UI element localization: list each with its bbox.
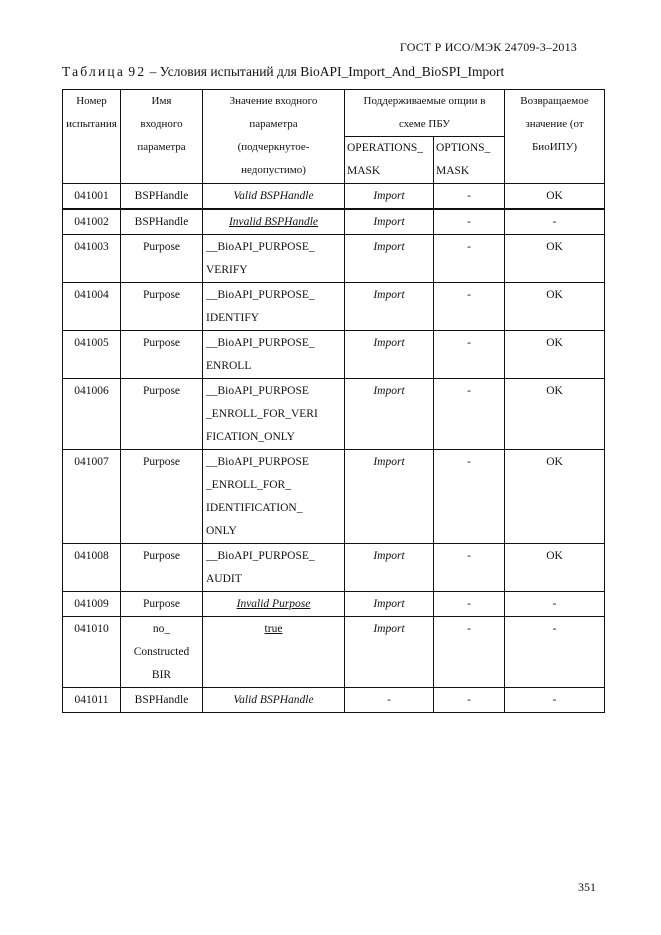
cell-return-value: - xyxy=(505,592,605,617)
header-return-value: Возвращаемое значение (от БиоИПУ) xyxy=(505,90,605,184)
cell-operations-mask: Import xyxy=(345,617,434,688)
cell-operations-mask: Import xyxy=(345,379,434,450)
cell-operations-mask: Import xyxy=(345,184,434,210)
cell-test-number: 041010 xyxy=(63,617,121,688)
cell-return-value: OK xyxy=(505,283,605,331)
table-row xyxy=(63,450,605,544)
table-row xyxy=(63,184,605,210)
cell-options-mask: - xyxy=(434,688,505,713)
table-row xyxy=(63,688,605,713)
cell-operations-mask: Import xyxy=(345,235,434,283)
standard-code: ГОСТ Р ИСО/МЭК 24709-3–2013 xyxy=(399,40,577,54)
cell-param-value: Invalid Purpose xyxy=(203,592,345,617)
table-row xyxy=(63,209,605,235)
table-row xyxy=(63,379,605,450)
header-test-number: Номер испытания xyxy=(63,90,121,184)
cell-operations-mask: Import xyxy=(345,283,434,331)
cell-test-number: 041005 xyxy=(63,331,121,379)
header-param-name: Имя входного параметра xyxy=(121,90,203,184)
header-options-mask: OPTIONS_ MASK xyxy=(434,137,505,184)
cell-options-mask: - xyxy=(434,379,505,450)
cell-operations-mask: Import xyxy=(345,592,434,617)
table-caption xyxy=(62,64,504,80)
cell-param-name: Purpose xyxy=(121,331,203,379)
cell-operations-mask: Import xyxy=(345,331,434,379)
cell-test-number: 041004 xyxy=(63,283,121,331)
cell-param-name: Purpose xyxy=(121,592,203,617)
header-param-value: Значение входного параметра (подчеркнутое- недопустимо) xyxy=(203,90,345,184)
cell-return-value: OK xyxy=(505,544,605,592)
page-number: 351 xyxy=(578,880,596,894)
cell-options-mask: - xyxy=(434,544,505,592)
cell-param-value: __BioAPI_PURPOSE_ VERIFY xyxy=(203,235,345,283)
cell-return-value: OK xyxy=(505,235,605,283)
table-body xyxy=(63,184,605,713)
cell-param-name: no_ Constructed BIR xyxy=(121,617,203,688)
cell-options-mask: - xyxy=(434,617,505,688)
cell-param-name: Purpose xyxy=(121,544,203,592)
cell-options-mask: - xyxy=(434,331,505,379)
cell-options-mask: - xyxy=(434,592,505,617)
cell-return-value: - xyxy=(505,688,605,713)
cell-param-value: __BioAPI_PURPOSE_ ENROLL xyxy=(203,331,345,379)
table-row xyxy=(63,592,605,617)
cell-options-mask: - xyxy=(434,184,505,210)
cell-options-mask: - xyxy=(434,283,505,331)
table-row xyxy=(63,331,605,379)
cell-return-value: OK xyxy=(505,331,605,379)
cell-test-number: 041008 xyxy=(63,544,121,592)
cell-options-mask: - xyxy=(434,235,505,283)
header-options-group: Поддерживаемые опции в схеме ПБУ xyxy=(345,90,505,137)
cell-operations-mask: Import xyxy=(345,450,434,544)
cell-operations-mask: Import xyxy=(345,209,434,235)
cell-operations-mask: - xyxy=(345,688,434,713)
cell-test-number: 041001 xyxy=(63,184,121,210)
cell-param-value: Valid BSPHandle xyxy=(203,688,345,713)
cell-test-number: 041006 xyxy=(63,379,121,450)
caption-label: Таблица xyxy=(62,64,126,79)
table-row xyxy=(63,283,605,331)
cell-param-name: BSPHandle xyxy=(121,209,203,235)
cell-param-value: __BioAPI_PURPOSE _ENROLL_FOR_VERI FICATION_ONLY xyxy=(203,379,345,450)
table-row xyxy=(63,544,605,592)
cell-param-name: Purpose xyxy=(121,450,203,544)
cell-param-value: Invalid BSPHandle xyxy=(203,209,345,235)
cell-return-value: - xyxy=(505,617,605,688)
header-operations-mask: OPERATIONS_ MASK xyxy=(345,137,434,184)
cell-options-mask: - xyxy=(434,450,505,544)
table-row xyxy=(63,617,605,688)
cell-return-value: OK xyxy=(505,184,605,210)
cell-param-name: Purpose xyxy=(121,235,203,283)
cell-options-mask: - xyxy=(434,209,505,235)
cell-param-value: __BioAPI_PURPOSE _ENROLL_FOR_ IDENTIFICATION_ ONLY xyxy=(203,450,345,544)
cell-test-number: 041009 xyxy=(63,592,121,617)
cell-param-value: __BioAPI_PURPOSE_ AUDIT xyxy=(203,544,345,592)
test-conditions-table xyxy=(62,89,605,713)
cell-operations-mask: Import xyxy=(345,544,434,592)
caption-number: 92 xyxy=(128,64,147,79)
cell-param-name: BSPHandle xyxy=(121,184,203,210)
cell-param-value: Valid BSPHandle xyxy=(203,184,345,210)
cell-test-number: 041003 xyxy=(63,235,121,283)
table-row xyxy=(63,235,605,283)
cell-param-name: Purpose xyxy=(121,283,203,331)
cell-test-number: 041011 xyxy=(63,688,121,713)
cell-param-value: true xyxy=(203,617,345,688)
cell-param-name: Purpose xyxy=(121,379,203,450)
caption-text: – Условия испытаний для BioAPI_Import_And_BioSPI_Import xyxy=(149,64,505,79)
cell-return-value: - xyxy=(505,209,605,235)
cell-test-number: 041007 xyxy=(63,450,121,544)
cell-test-number: 041002 xyxy=(63,209,121,235)
cell-return-value: OK xyxy=(505,379,605,450)
cell-param-name: BSPHandle xyxy=(121,688,203,713)
cell-param-value: __BioAPI_PURPOSE_ IDENTIFY xyxy=(203,283,345,331)
cell-return-value: OK xyxy=(505,450,605,544)
